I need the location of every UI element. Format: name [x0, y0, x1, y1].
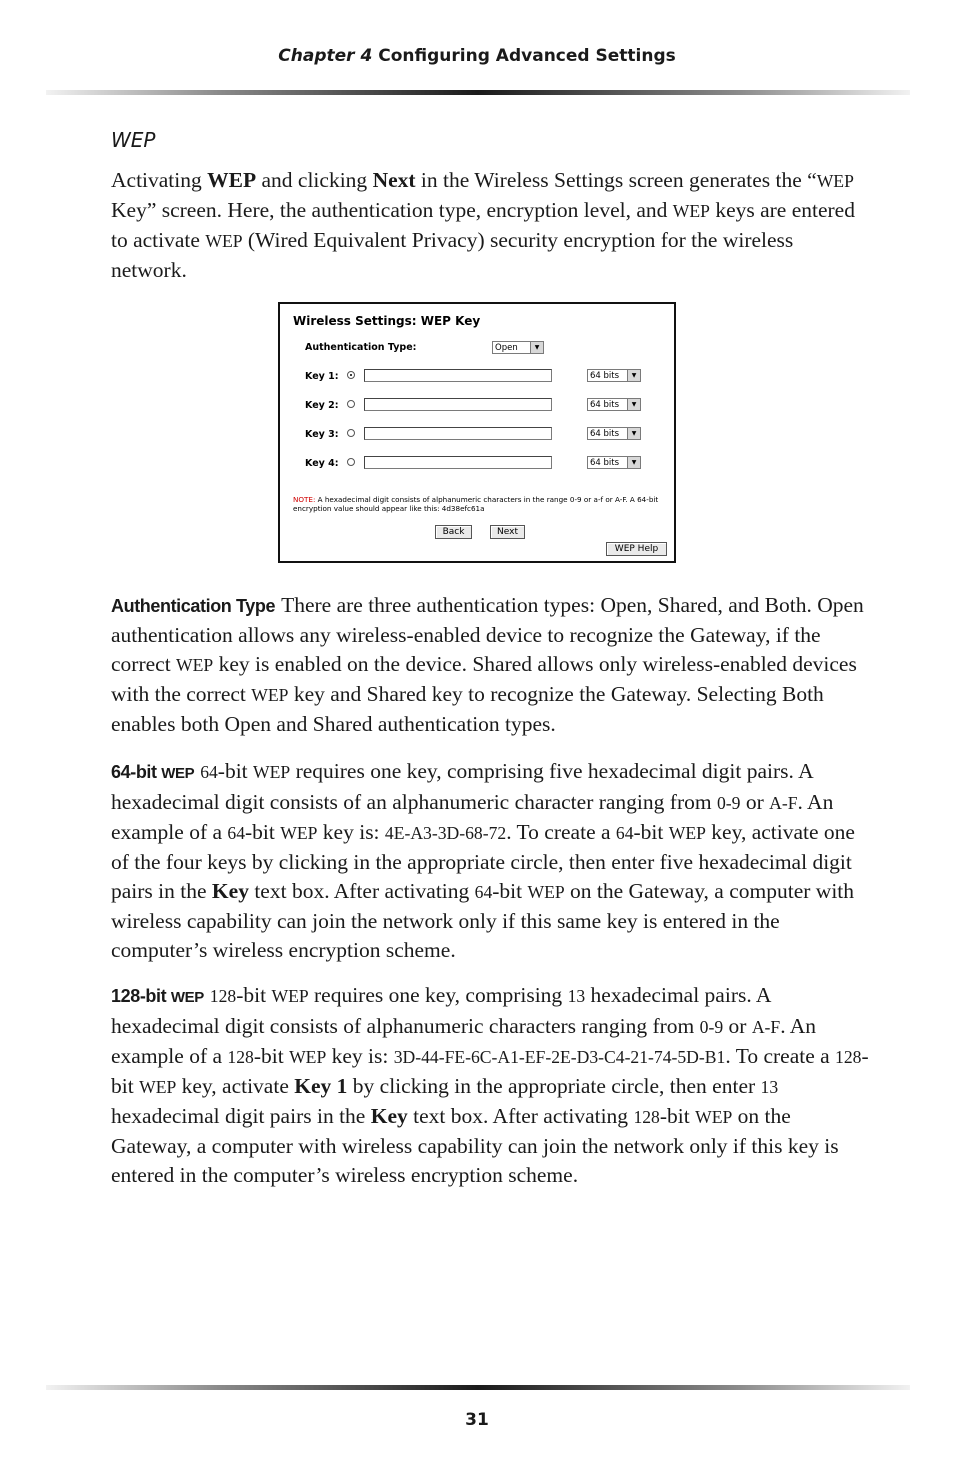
key-1-bits-value: 64 bits	[590, 371, 620, 381]
text-run: -bit	[492, 879, 528, 903]
key-3-input[interactable]	[364, 427, 552, 440]
text-run: hexadecimal digit pairs in the	[111, 1104, 371, 1128]
bold-run: Key	[211, 879, 249, 903]
text-run: key, activate one of the four keys by clicking in the appropriate circle, then enter five hexadecimal digit pairs in the	[111, 820, 855, 903]
dropdown-arrow-icon: ▼	[627, 399, 640, 410]
64-bit-wep-heading	[111, 762, 194, 782]
text-run: key is:	[317, 820, 385, 844]
chapter-title: Configuring Advanced Settings	[378, 46, 676, 66]
small-caps-run: 128	[835, 1047, 862, 1067]
heading-text: 64-bit	[111, 762, 157, 782]
128-bit-wep-heading	[111, 986, 204, 1006]
small-caps-run: 128	[227, 1047, 254, 1067]
hex-note	[293, 495, 663, 513]
small-caps-run: 128	[633, 1107, 660, 1127]
key-4-bits-select[interactable]	[587, 456, 641, 469]
text-run: hexadecimal pairs. A hexadecimal digit consists of alphanumeric characters ranging from	[111, 983, 771, 1038]
small-caps-run: 64	[474, 882, 493, 902]
text-run: or	[723, 1014, 752, 1038]
text-run: in the Wireless Settings screen generates the “	[415, 168, 817, 192]
text-run: text box. After activating	[407, 1104, 634, 1128]
small-caps-run: 64	[200, 762, 218, 782]
text-run: key and Shared key to recognize the Gateway. Selecting Both enables both Open and Shared authentication types.	[111, 682, 824, 736]
small-caps-run: A-F	[751, 1017, 781, 1037]
authentication-type-heading: Authentication Type	[111, 596, 276, 616]
small-caps-run: WEP	[176, 655, 214, 675]
key-2-radio[interactable]	[347, 400, 355, 408]
small-caps-run: WEP	[139, 1077, 177, 1097]
dropdown-arrow-icon: ▼	[627, 370, 640, 381]
key-3-bits-select[interactable]	[587, 427, 641, 440]
small-caps-run: WEP	[695, 1107, 733, 1127]
text-run: requires one key, comprising	[308, 983, 568, 1007]
section-title: WEP	[111, 128, 156, 152]
text-run: -bit	[245, 820, 281, 844]
heading-small-caps: WEP	[170, 989, 204, 1006]
text-run: text box. After activating	[248, 879, 475, 903]
small-caps-run: WEP	[205, 231, 243, 251]
page-number: 31	[465, 1410, 489, 1430]
text-run: and clicking	[256, 168, 373, 192]
text-run: . To create a	[506, 820, 616, 844]
key-2-label: Key 2:	[305, 400, 339, 411]
text-run: -bit	[236, 983, 272, 1007]
128-bit-wep-paragraph	[111, 981, 871, 1190]
key-1-bits-select[interactable]	[587, 369, 641, 382]
text-run: requires one key, comprising five hexadecimal digit pairs. A hexadecimal digit consists of an alphanumeric character ranging from	[111, 759, 813, 814]
chapter-number: Chapter 4	[278, 46, 373, 66]
small-caps-run: WEP	[280, 823, 318, 843]
dropdown-arrow-icon: ▼	[627, 428, 640, 439]
text-run: . An example of a	[111, 1014, 817, 1068]
bold-run: WEP	[207, 168, 257, 192]
small-caps-run: 64	[615, 823, 634, 843]
key-3-bits-value: 64 bits	[590, 429, 620, 439]
small-caps-run: 0-9	[699, 1017, 724, 1037]
wep-help-button[interactable]: WEP Help	[606, 542, 667, 556]
text-run: -bit	[659, 1104, 696, 1128]
key-4-bits-value: 64 bits	[590, 458, 620, 468]
header-rule	[46, 90, 910, 95]
small-caps-run: 0-9	[716, 793, 741, 813]
small-caps-run: WEP	[253, 762, 291, 782]
text-run: or	[740, 790, 770, 814]
key-2-bits-value: 64 bits	[590, 400, 620, 410]
small-caps-run: WEP	[251, 685, 289, 705]
text-run: key is enabled on the device. Shared allows only wireless-enabled devices with the correct	[111, 652, 857, 706]
footer-rule	[46, 1385, 910, 1390]
text-run: -bit	[111, 1044, 869, 1098]
back-button[interactable]: Back	[435, 525, 472, 539]
text-run: on the Gateway, a computer with wireless capability can join the network only if this same key is entered in the computer’s wireless encryption scheme.	[111, 879, 855, 962]
wep-key-screenshot	[278, 302, 676, 563]
bold-run: Key 1	[294, 1074, 348, 1098]
key-1-radio[interactable]	[347, 371, 355, 379]
small-caps-run: WEP	[668, 823, 706, 843]
auth-type-label: Authentication Type:	[305, 342, 417, 353]
small-caps-run: WEP	[672, 201, 710, 221]
small-caps-run: 64	[227, 823, 246, 843]
text-run: keys are entered to activate	[111, 198, 855, 252]
small-caps-run: 4E-A3-3D-68-72	[384, 823, 507, 843]
key-3-label: Key 3:	[305, 429, 339, 440]
heading-text: 128-bit	[111, 986, 167, 1006]
key-4-label: Key 4:	[305, 458, 339, 469]
auth-type-value: Open	[495, 343, 518, 353]
text-run: key, activate	[176, 1074, 295, 1098]
text-run: -bit	[633, 820, 669, 844]
next-button[interactable]: Next	[490, 525, 525, 539]
small-caps-run: WEP	[271, 986, 309, 1006]
key-2-bits-select[interactable]	[587, 398, 641, 411]
text-run: on the Gateway, a computer with wireless capability can join the network only if this key is entered in the computer’s wireless encryption scheme.	[111, 1104, 839, 1187]
small-caps-run: WEP	[816, 171, 854, 191]
text-run: . To create a	[725, 1044, 836, 1068]
bold-run: Key	[370, 1104, 408, 1128]
small-caps-run: 3D-44-FE-6C-A1-EF-2E-D3-C4-21-74-5D-B1	[393, 1047, 726, 1067]
text-run: . An example of a	[111, 790, 834, 844]
note-text: A hexadecimal digit consists of alphanumeric characters in the range 0-9 or a-f or A-F. A 64-bit encryption value should appear like this: 4d38efc61a	[293, 495, 659, 513]
bold-run: Next	[372, 168, 416, 192]
small-caps-run: WEP	[289, 1047, 327, 1067]
note-prefix: NOTE:	[293, 495, 316, 504]
figure-title: Wireless Settings: WEP Key	[293, 314, 481, 328]
text-run: -bit	[217, 759, 254, 783]
dropdown-arrow-icon: ▼	[627, 457, 640, 468]
text-run: by clicking in the appropriate circle, then enter	[347, 1074, 761, 1098]
small-caps-run: WEP	[527, 882, 565, 902]
text-run: key is:	[326, 1044, 394, 1068]
key-4-radio[interactable]	[347, 458, 355, 466]
heading-small-caps: WEP	[161, 765, 195, 782]
key-3-radio[interactable]	[347, 429, 355, 437]
small-caps-run: 13	[760, 1077, 779, 1097]
authentication-type-paragraph	[111, 591, 871, 739]
text-run: (Wired Equivalent Privacy) security encryption for the wireless network.	[111, 228, 794, 282]
small-caps-run: 13	[567, 986, 586, 1006]
key-1-input[interactable]	[364, 369, 552, 382]
text-run: -bit	[253, 1044, 290, 1068]
64-bit-wep-paragraph	[111, 757, 871, 965]
intro-paragraph	[111, 166, 871, 285]
key-4-input[interactable]	[364, 456, 552, 469]
text-run: Activating	[111, 168, 208, 192]
text-run: There are three authentication types: Open, Shared, and Both. Open authentication allows any wireless-enabled device to recognize the Gateway, if the correct	[111, 593, 864, 676]
key-2-input[interactable]	[364, 398, 552, 411]
small-caps-run: 128	[209, 986, 237, 1006]
key-1-label: Key 1:	[305, 371, 339, 382]
text-run: Key” screen. Here, the authentication type, encryption level, and	[111, 198, 673, 222]
auth-type-select[interactable]	[492, 341, 544, 354]
running-header	[0, 46, 954, 66]
small-caps-run: A-F	[769, 793, 798, 813]
dropdown-arrow-icon: ▼	[530, 342, 543, 353]
